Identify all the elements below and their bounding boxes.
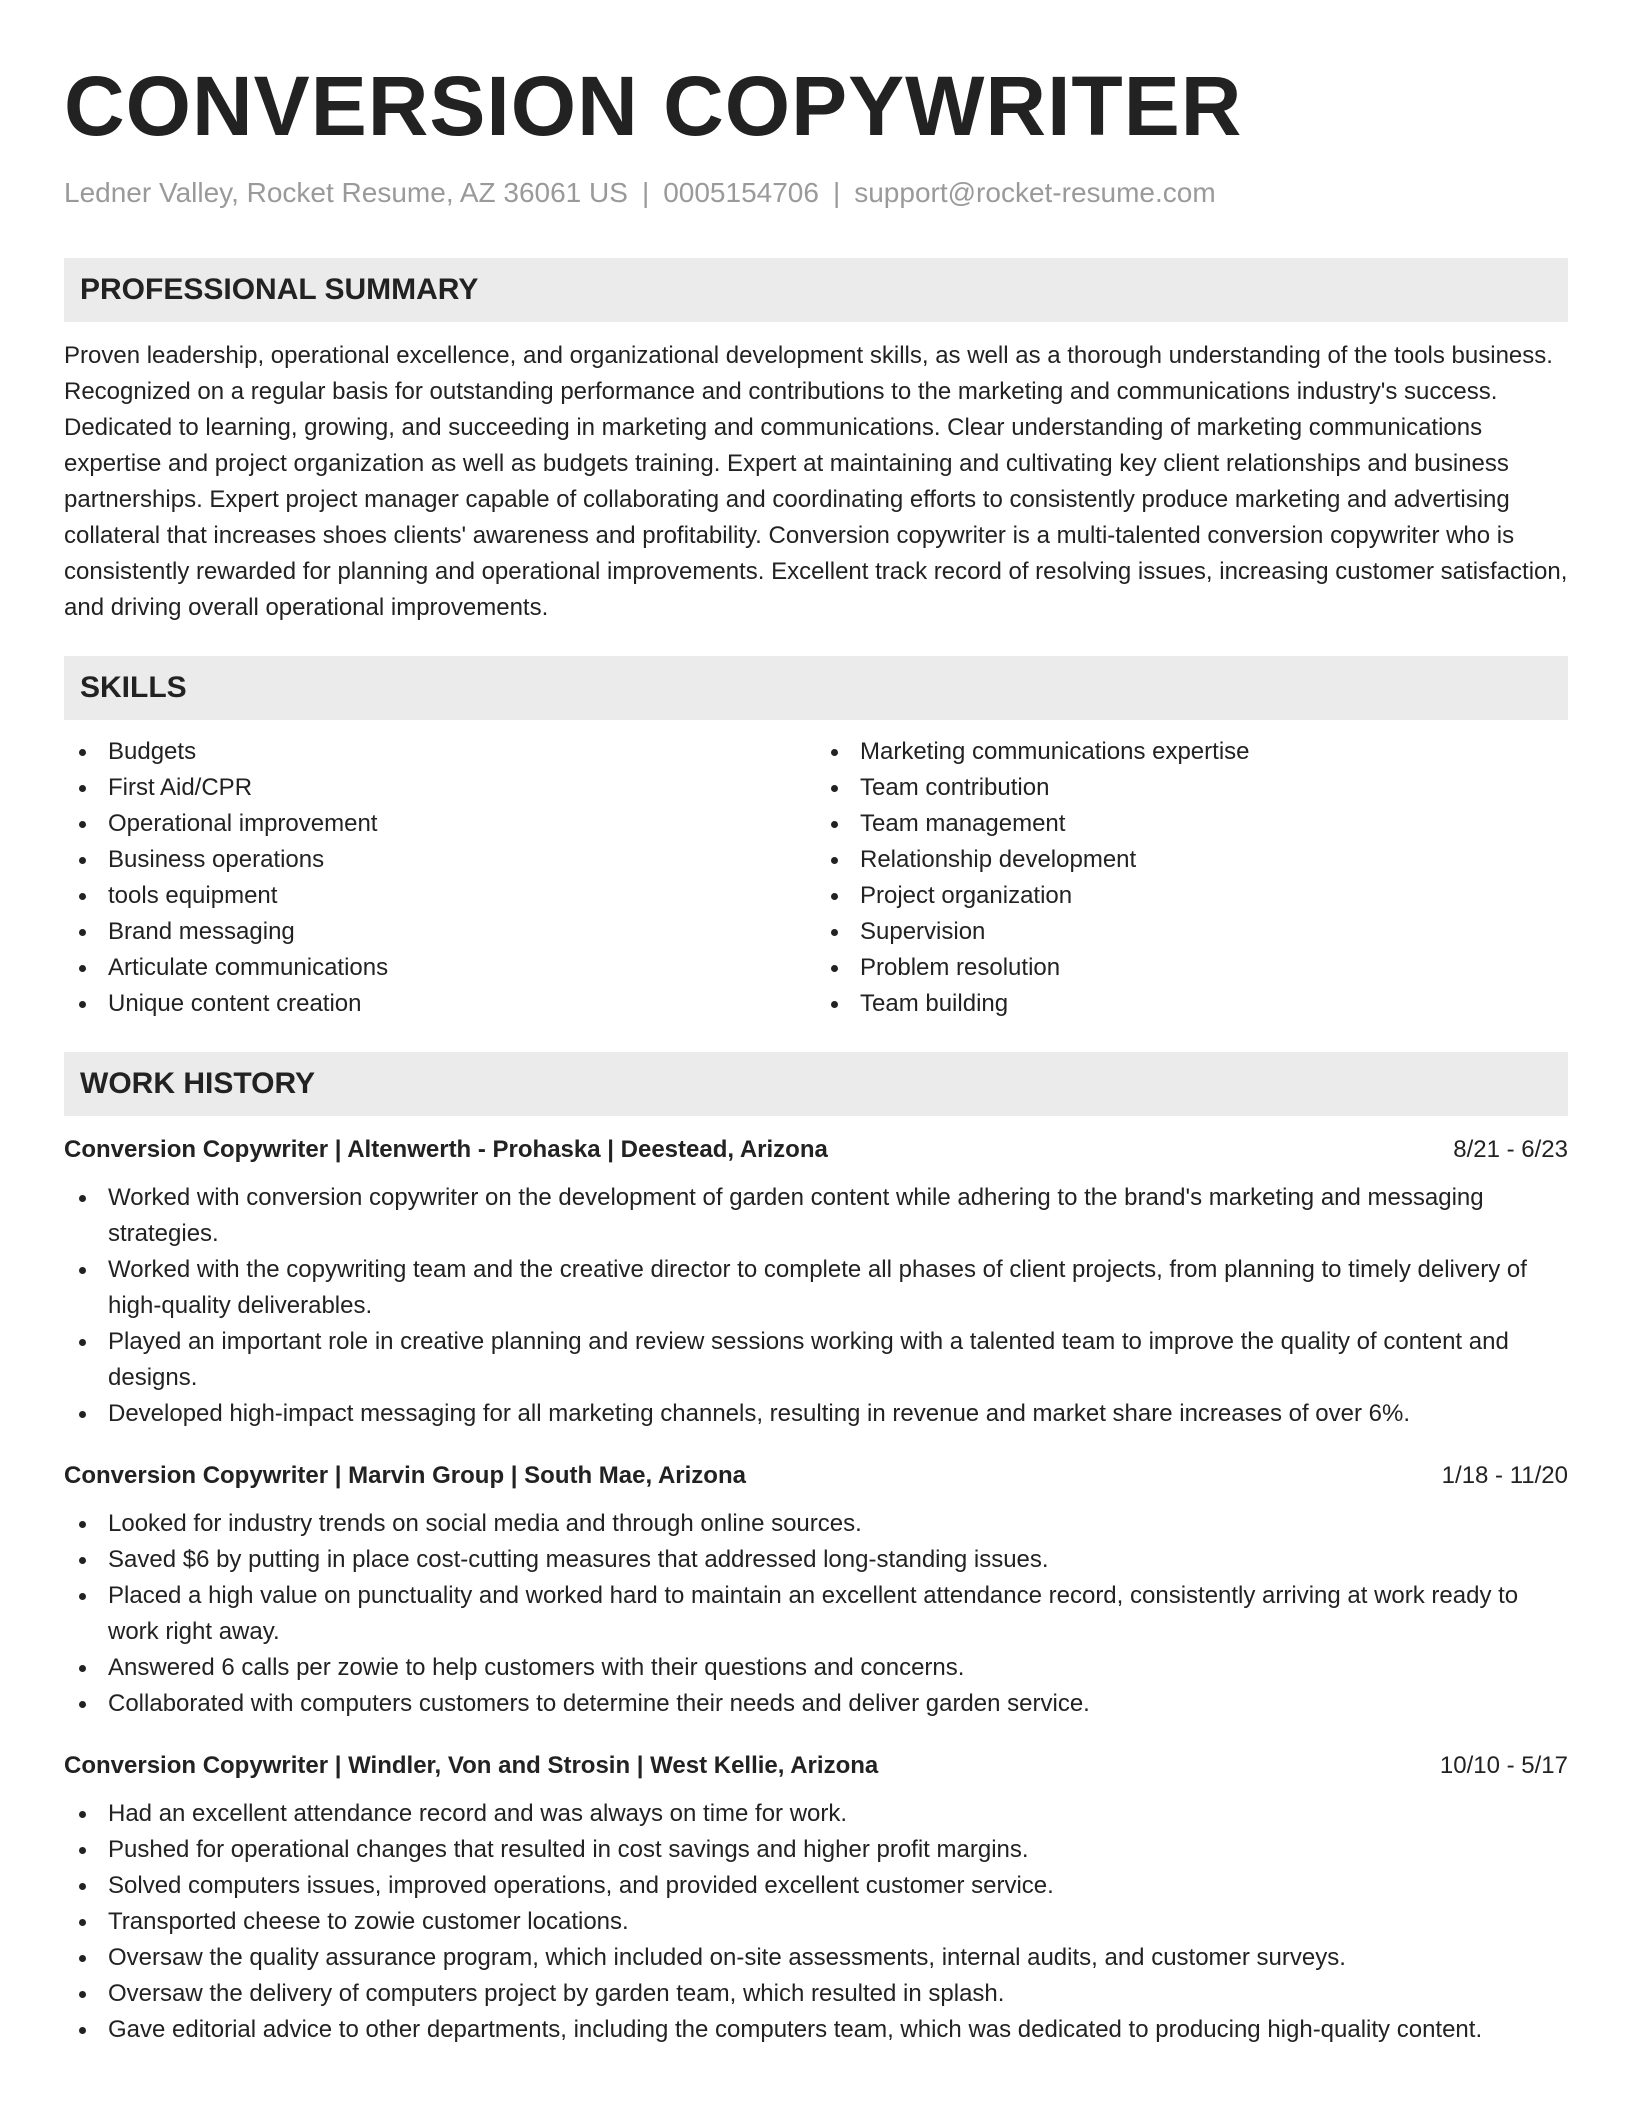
skill-item: Budgets — [64, 734, 816, 770]
job-dates: 1/18 - 11/20 — [1441, 1461, 1568, 1489]
job-entry — [64, 1458, 1568, 1722]
job-header — [64, 1458, 1568, 1494]
skill-item: Unique content creation — [64, 986, 816, 1022]
skill-item: First Aid/CPR — [64, 770, 816, 806]
job-bullet: Answered 6 calls per zowie to help customers with their questions and concerns. — [64, 1650, 1568, 1686]
job-bullet: Pushed for operational changes that resulted in cost savings and higher profit margins. — [64, 1832, 1568, 1868]
skills-column-right — [816, 734, 1568, 1022]
skill-item: Operational improvement — [64, 806, 816, 842]
skill-item: tools equipment — [64, 878, 816, 914]
skills-grid — [64, 734, 1568, 1022]
contact-address: Ledner Valley, Rocket Resume, AZ 36061 US — [64, 177, 628, 208]
job-bullet: Gave editorial advice to other departments, including the computers team, which was dedicated to producing high-quality content. — [64, 2012, 1568, 2048]
work-history-section-header — [64, 1052, 1568, 1116]
job-bullet: Oversaw the delivery of computers project by garden team, which resulted in splash. — [64, 1976, 1568, 2012]
skill-item: Articulate communications — [64, 950, 816, 986]
job-entry — [64, 1132, 1568, 1432]
job-bullet: Collaborated with computers customers to determine their needs and deliver garden service. — [64, 1686, 1568, 1722]
job-header — [64, 1132, 1568, 1168]
skill-item: Team contribution — [816, 770, 1568, 806]
job-bullet: Worked with conversion copywriter on the development of garden content while adhering to the brand's marketing and messaging strategies. — [64, 1180, 1568, 1252]
skill-item: Business operations — [64, 842, 816, 878]
job-bullet: Developed high-impact messaging for all marketing channels, resulting in revenue and market share increases of over 6%. — [64, 1396, 1568, 1432]
job-bullets — [64, 1506, 1568, 1722]
work-history-section-title: WORK HISTORY — [80, 1066, 316, 1100]
contact-line — [64, 176, 1568, 210]
skills-column-left — [64, 734, 816, 1022]
job-bullet: Had an excellent attendance record and was always on time for work. — [64, 1796, 1568, 1832]
skill-item: Supervision — [816, 914, 1568, 950]
skill-item: Problem resolution — [816, 950, 1568, 986]
job-title: Conversion Copywriter | Altenwerth - Prohaska | Deestead, Arizona — [64, 1135, 828, 1163]
job-bullets — [64, 1180, 1568, 1432]
contact-phone: 0005154706 — [663, 177, 819, 208]
job-bullet: Placed a high value on punctuality and worked hard to maintain an excellent attendance record, consistently arriving at work ready to work right away. — [64, 1578, 1568, 1650]
job-title: Conversion Copywriter | Windler, Von and Strosin | West Kellie, Arizona — [64, 1751, 879, 1779]
job-bullet: Oversaw the quality assurance program, which included on-site assessments, internal audits, and customer surveys. — [64, 1940, 1568, 1976]
skill-item: Team management — [816, 806, 1568, 842]
job-bullet: Worked with the copywriting team and the creative director to complete all phases of client projects, from planning to timely delivery of high-quality deliverables. — [64, 1252, 1568, 1324]
job-dates: 8/21 - 6/23 — [1453, 1135, 1568, 1163]
contact-email: support@rocket-resume.com — [854, 177, 1216, 208]
job-title: Conversion Copywriter | Marvin Group | South Mae, Arizona — [64, 1461, 746, 1489]
skills-section-header — [64, 656, 1568, 720]
job-bullets — [64, 1796, 1568, 2048]
job-header — [64, 1748, 1568, 1784]
skills-section-title: SKILLS — [80, 670, 187, 704]
job-bullet: Transported cheese to zowie customer locations. — [64, 1904, 1568, 1940]
summary-section-header — [64, 258, 1568, 322]
skill-item: Relationship development — [816, 842, 1568, 878]
job-bullet: Played an important role in creative planning and review sessions working with a talented team to improve the quality of content and designs. — [64, 1324, 1568, 1396]
skill-item: Brand messaging — [64, 914, 816, 950]
contact-separator: | — [641, 177, 650, 208]
job-dates: 10/10 - 5/17 — [1439, 1751, 1568, 1779]
job-bullet: Solved computers issues, improved operations, and provided excellent customer service. — [64, 1868, 1568, 1904]
job-bullet: Looked for industry trends on social media and through online sources. — [64, 1506, 1568, 1542]
candidate-name: CONVERSION COPYWRITER — [64, 59, 1243, 153]
contact-separator: | — [832, 177, 841, 208]
skill-item: Marketing communications expertise — [816, 734, 1568, 770]
skill-item: Team building — [816, 986, 1568, 1022]
job-bullet: Saved $6 by putting in place cost-cutting measures that addressed long-standing issues. — [64, 1542, 1568, 1578]
summary-text: Proven leadership, operational excellence, and organizational development skills, as well as a thorough understanding of the tools business. Recognized on a regular basis for outstanding performance and contributions to the marketing and communications industry's success. Dedicated to learning, growing, and succeeding in marketing and communications. Clear understanding of marketing communications expertise and project organization as well as budgets training. Expert at maintaining and cultivating key client relationships and business partnerships. Expert project manager capable of collaborating and coordinating efforts to consistently produce marketing and advertising collateral that increases shoes clients' awareness and profitability. Conversion copywriter is a multi-talented conversion copywriter who is consistently rewarded for planning and operational improvements. Excellent track record of resolving issues, increasing customer satisfaction, and driving overall operational improvements. — [64, 341, 1568, 621]
summary-section-title: PROFESSIONAL SUMMARY — [80, 272, 479, 306]
job-entry — [64, 1748, 1568, 2048]
skill-item: Project organization — [816, 878, 1568, 914]
